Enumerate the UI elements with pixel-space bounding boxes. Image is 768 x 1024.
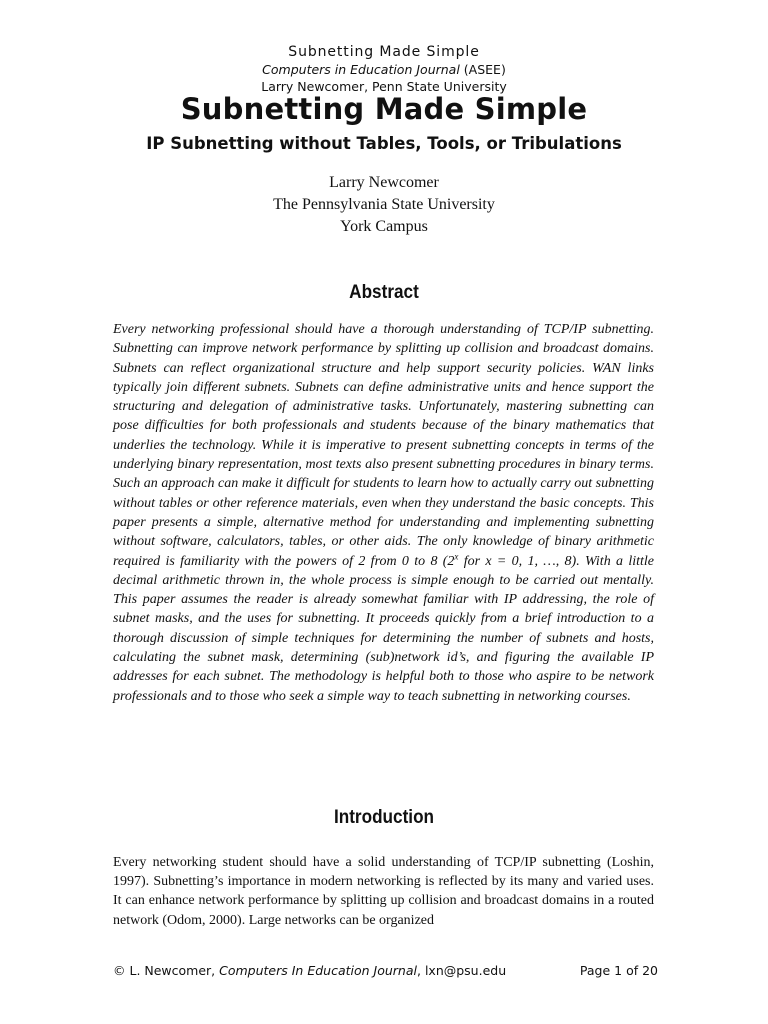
footer-email: , lxn@psu.edu [417,963,507,978]
page-number: Page 1 of 20 [579,963,658,978]
footer-journal: Computers In Education Journal [219,963,417,978]
journal-name: Computers in Education Journal [262,62,460,77]
footer-prefix: © L. Newcomer, [113,963,220,978]
abstract-text-part2: for x = 0, 1, …, 8). With a little decimal arithmetic thrown in, the whole process is simple enough to be carried out mentally. This paper assumes the reader is already somewhat familiar with IP addressing, the role of subnet masks, and the uses for subnetting. It proceeds quickly from a brief introduction to a thorough discussion of simple techniques for determining the number of subnets and hosts, calculating the subnet mask, determining (sub)network id’s, and figuring the available IP addresses for each subnet. The methodology is helpful both to those who aspire to be network professionals and to those who seek a simple way to teach subnetting in networking courses. [113,553,654,704]
author-affiliation-line: Larry Newcomer, Penn State University [261,79,507,94]
paper-title: Subnetting Made Simple [180,92,588,126]
author-campus: York Campus [340,218,428,235]
abstract-text-part1: Every networking professional should have a thorough understanding of TCP/IP subnetting. Subnetting can improve network performance by splitting up collision and broadcast domains. Subnets can reflect organizational structure and help support security policies. WAN links typically join different subnets. Subnets can define administrative units and hence support the structuring and delegation of administrative tasks. Unfortunately, mastering subnetting can pose difficulties for both professionals and students because of the binary mathematics that underlies the technology. While it is imperative to present subnetting concepts in terms of the underlying binary representation, most texts also present subnetting procedures in binary terms. Such an approach can make it difficult for students to learn how to actually carry out subnetting without tables or other reference materials, even when they understand the basic concepts. This paper presents a simple, alternative method for understanding and implementing subnetting without software, calculators, tables, or other aids. The only knowledge of binary arithmetic required is familiarity with the powers of 2 from 0 to 8 (2 [113,322,654,569]
page-footer [113,963,658,978]
introduction-paragraph: Every networking student should have a solid understanding of TCP/IP subnetting (Loshin, 1997). Subnetting’s importance in modern networking is reflected by its many and varied uses. It can enhance network performance by splitting up collision and broadcast domains in a routed network (Odom, 2000). Large networks can be organized [113,855,654,928]
introduction-heading: Introduction [333,806,435,828]
author-name: Larry Newcomer [329,174,439,191]
author-block [0,172,768,238]
abstract-paragraph [113,320,654,706]
abstract-heading: Abstract [349,281,419,303]
journal-suffix: (ASEE) [459,62,506,77]
footer-citation [113,963,506,978]
author-university: The Pennsylvania State University [273,196,495,213]
journal-line [0,61,768,78]
running-title: Subnetting Made Simple [288,44,480,60]
page-header [0,44,768,95]
paper-subtitle: IP Subnetting without Tables, Tools, or Tribulations [146,134,622,153]
abstract-superscript: x [454,550,459,561]
